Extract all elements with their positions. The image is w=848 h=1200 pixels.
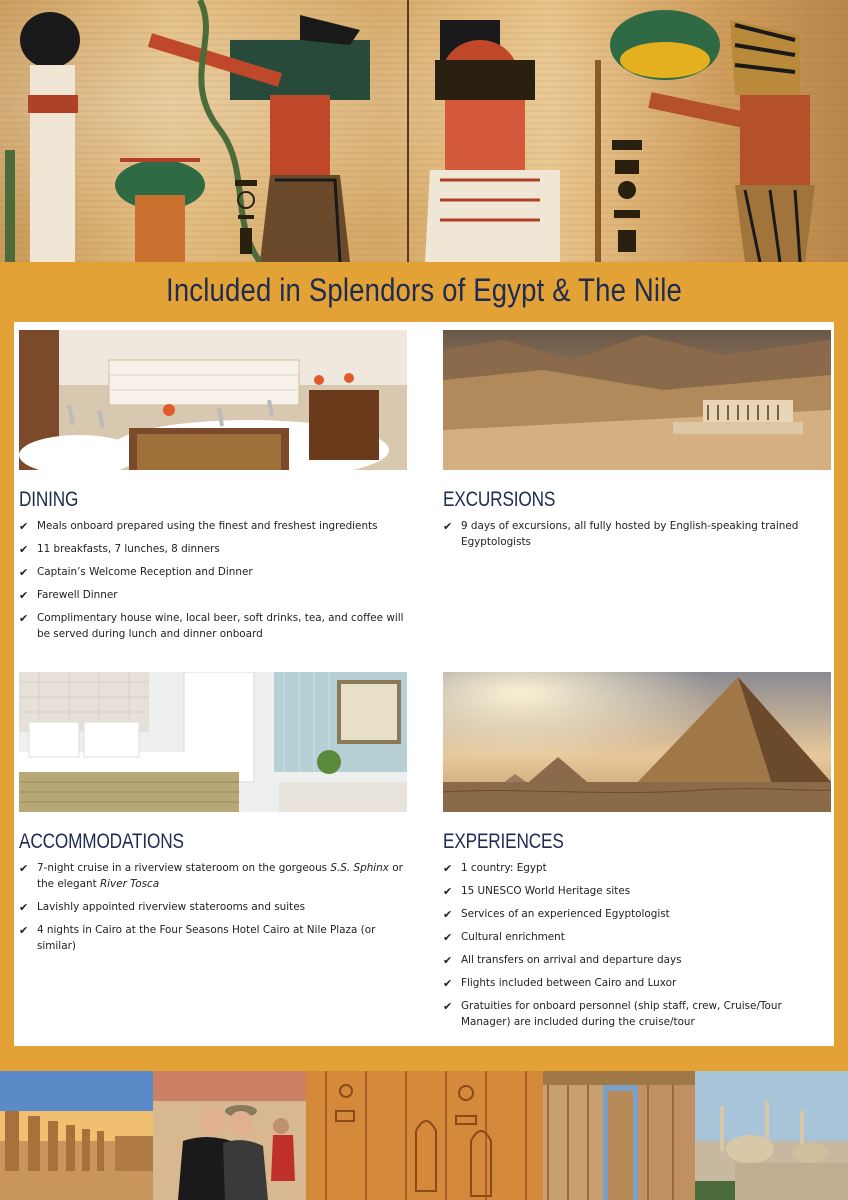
list-item: ✔ 9 days of excursions, all fully hosted by English-speaking trained Egyptologists	[443, 520, 799, 548]
experiences-heading: EXPERIENCES	[443, 830, 564, 853]
cairo-skyline-photo	[695, 1071, 848, 1200]
check-icon: ✔	[19, 566, 29, 579]
pyramids-photo	[443, 672, 831, 812]
list-item: ✔ Gratuities for onboard personnel (ship staff, crew, Cruise/Tour Manager) are included during the cruise/tour	[443, 1000, 782, 1028]
list-item: ✔ All transfers on arrival and departure days	[443, 954, 682, 967]
list-item: ✔ Meals onboard prepared using the finest and freshest ingredients	[19, 520, 378, 533]
list-item: ✔ 1 country: Egypt	[443, 862, 547, 875]
excursions-list	[443, 518, 831, 550]
ship-name: River Tosca	[99, 878, 160, 890]
check-icon: ✔	[443, 977, 453, 990]
footer-photo-strip	[0, 1071, 848, 1200]
accommodations-list	[19, 860, 407, 954]
check-icon: ✔	[19, 901, 29, 914]
ship-name: S.S. Sphinx	[330, 862, 389, 874]
hieroglyph-wall-photo	[306, 1071, 543, 1200]
accommodations-section	[19, 672, 407, 961]
check-icon: ✔	[19, 862, 29, 875]
list-item: ✔ Farewell Dinner	[19, 589, 118, 602]
check-icon: ✔	[443, 908, 453, 921]
inclusions-panel	[14, 322, 834, 1046]
check-icon: ✔	[443, 862, 453, 875]
stateroom-photo	[19, 672, 407, 812]
dining-list	[19, 518, 407, 642]
check-icon: ✔	[19, 589, 29, 602]
check-icon: ✔	[443, 954, 453, 967]
papyrus-illustration	[0, 0, 848, 262]
list-item: ✔ Lavishly appointed riverview staterooms and suites	[19, 901, 306, 914]
check-icon: ✔	[19, 520, 29, 533]
temple-columns-photo	[0, 1071, 153, 1200]
desert-temple-photo	[443, 330, 831, 470]
dining-room-photo	[19, 330, 407, 470]
list-item: ✔ 15 UNESCO World Heritage sites	[443, 885, 631, 898]
check-icon: ✔	[19, 612, 29, 625]
dining-heading: DINING	[19, 488, 79, 511]
accommodations-heading: ACCOMMODATIONS	[19, 830, 184, 853]
hypostyle-hall-photo	[543, 1071, 695, 1200]
list-item: ✔ Captain’s Welcome Reception and Dinner	[19, 566, 253, 579]
check-icon: ✔	[443, 885, 453, 898]
list-item: ✔ 4 nights in Cairo at the Four Seasons Hotel Cairo at Nile Plaza (or similar)	[19, 924, 376, 952]
experiences-section	[443, 672, 831, 1037]
list-item: ✔ Services of an experienced Egyptologist	[443, 908, 670, 921]
dining-section	[19, 330, 407, 649]
check-icon: ✔	[443, 931, 453, 944]
page-title: Included in Splendors of Egypt & The Nile	[166, 272, 682, 308]
hero-banner-image	[0, 0, 848, 262]
check-icon: ✔	[19, 924, 29, 937]
travelers-tomb-photo	[153, 1071, 306, 1200]
check-icon: ✔	[443, 520, 453, 533]
list-item: ✔ Cultural enrichment	[443, 931, 565, 944]
experiences-list	[443, 860, 831, 1030]
excursions-heading: EXCURSIONS	[443, 488, 556, 511]
list-item: ✔ 11 breakfasts, 7 lunches, 8 dinners	[19, 543, 220, 556]
list-item: ✔ Complimentary house wine, local beer, soft drinks, tea, and coffee will be served during lunch and dinner onboard	[19, 612, 404, 640]
excursions-section	[443, 330, 831, 557]
check-icon: ✔	[19, 543, 29, 556]
list-item: ✔ 7-night cruise in a riverview stateroom on the gorgeous S.S. Sphinx or the elegant River Tosca	[19, 862, 403, 890]
check-icon: ✔	[443, 1000, 453, 1013]
list-item: ✔ Flights included between Cairo and Luxor	[443, 977, 677, 990]
